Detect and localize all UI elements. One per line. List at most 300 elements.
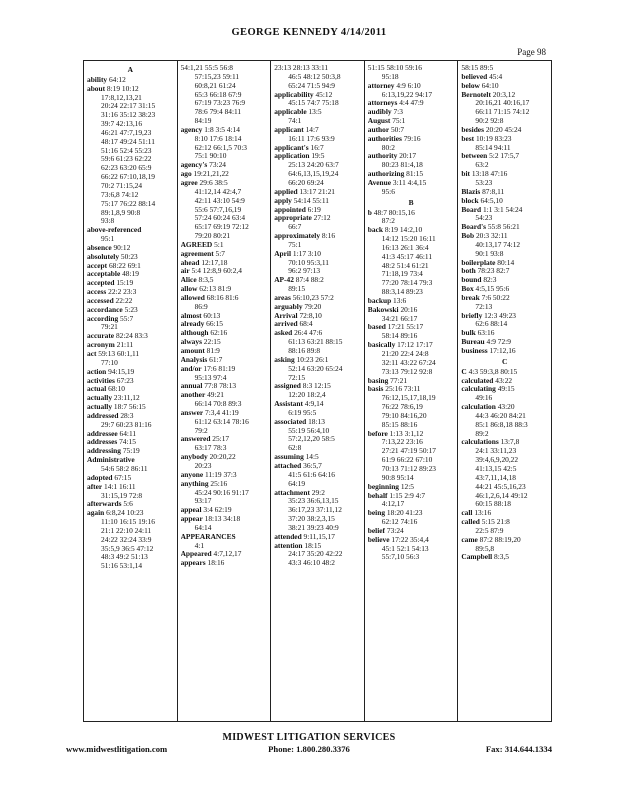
index-refs: 64:12 — [107, 75, 126, 84]
index-entry — [461, 368, 548, 377]
index-entry — [87, 368, 174, 377]
index-refs: 25:17 — [210, 435, 230, 444]
index-refs-continued: 57:15,23 59:11 — [194, 72, 240, 81]
index-term: air — [180, 267, 190, 276]
index-refs-continued: 48:3 49:2 51:13 — [101, 553, 148, 562]
index-refs-continued: 17:8,12,13,21 — [101, 93, 142, 102]
index-term: before — [367, 429, 388, 438]
index-entry — [87, 403, 174, 412]
index-refs: 22:22 — [113, 296, 133, 305]
index-refs-continued: 20:23 — [194, 461, 212, 470]
index-term: access — [87, 288, 107, 297]
footer-phone: Phone: 1.800.280.3376 — [268, 744, 350, 754]
index-entry — [368, 226, 455, 235]
index-entry — [181, 250, 268, 259]
index-refs-continued: 59:6 61:23 62:22 — [101, 155, 152, 164]
index-entry — [368, 536, 455, 545]
index-term: best — [461, 134, 475, 143]
index-entry — [461, 509, 548, 518]
index-entry — [461, 518, 548, 527]
index-term: Board's — [461, 223, 487, 232]
index-refs-continued: 85:1 86:8,18 88:3 — [475, 420, 528, 429]
index-entry — [87, 288, 174, 297]
index-entry — [461, 152, 548, 161]
index-refs: 68:22 69:1 — [107, 261, 141, 270]
index-term: behalf — [367, 491, 388, 500]
index-refs: 45:12 — [313, 90, 333, 99]
index-refs: 59:13 60:1,11 — [96, 350, 140, 358]
index-refs: 19:5 — [309, 152, 325, 161]
index-refs-continued: 76:22 78:6,19 — [381, 403, 423, 412]
index-term: Alice — [180, 276, 197, 285]
index-term: backup — [367, 296, 392, 305]
index-entry — [461, 438, 548, 447]
index-refs: 72:8,10 — [297, 311, 322, 320]
index-entry — [181, 471, 268, 480]
index-term: basically — [367, 341, 396, 350]
index-refs: 13:17 21:21 — [297, 187, 335, 196]
index-refs-continued: 62:12 74:16 — [381, 518, 418, 527]
index-refs: 5:2 17:5,7 — [487, 152, 520, 161]
index-entry — [181, 312, 268, 321]
index-refs: 78:23 82:7 — [475, 267, 510, 276]
index-refs-continued: 93:8 — [101, 217, 115, 226]
index-term: Campbell — [461, 553, 493, 562]
index-refs: 56:10,23 57:2 — [290, 293, 334, 302]
index-refs: 7:3,4 41:19 — [203, 408, 239, 417]
index-refs-continued: 95:6 — [381, 187, 395, 196]
index-refs: 1:8 3:5 4:14 — [202, 125, 240, 134]
index-refs: 4:9 6:10 — [394, 81, 421, 90]
index-term: another — [180, 391, 206, 400]
index-entry — [181, 170, 268, 179]
index-refs-continued: 75:17 76:22 88:14 — [101, 199, 156, 208]
index-refs: 25:16 — [208, 479, 228, 488]
index-refs-continued: 21:1 22:10 24:11 — [101, 526, 152, 535]
index-refs: 20:3 32:11 — [474, 232, 508, 241]
index-refs: 14:7 — [303, 125, 319, 134]
index-term: agency's — [180, 161, 208, 170]
index-refs-continued: 62:6 88:14 — [475, 320, 508, 329]
index-refs-continued: 27:21 47:19 50:17 — [381, 447, 436, 456]
index-entry — [274, 542, 361, 551]
index-entry — [274, 400, 361, 409]
index-refs-continued: 25:13 24:20 63:7 — [288, 161, 339, 170]
index-refs-continued: 57:2,12,20 58:5 — [288, 435, 335, 444]
index-refs: 62:13 81:9 — [197, 285, 232, 294]
index-refs-continued: 45:15 74:7 75:18 — [288, 99, 339, 108]
index-term: Bureau — [461, 338, 485, 347]
index-refs-continued: 44:3 46:20 84:21 — [475, 411, 526, 420]
index-term: again — [87, 509, 105, 518]
index-section-letter: A — [127, 66, 133, 74]
index-refs: 12:3 49:23 — [482, 311, 516, 320]
index-term: areas — [274, 293, 291, 302]
index-refs-continued: 45:1 52:1 54:13 — [381, 544, 429, 553]
index-refs: 4:4 47:9 — [397, 99, 424, 108]
index-refs: 14:1 16:11 — [102, 482, 136, 491]
index-refs-continued: 16:11 17:6 93:9 — [288, 134, 335, 143]
index-refs-continued: 88:3,14 89:23 — [381, 288, 423, 297]
index-term: b — [367, 208, 372, 217]
index-entry — [87, 483, 174, 492]
index-refs-continued: 55:6 57:7,16,19 — [194, 205, 242, 214]
index-entry — [274, 533, 361, 542]
index-refs-continued: 65:3 66:18 67:9 — [194, 90, 242, 99]
index-term: although — [180, 329, 209, 338]
index-refs: 17:6 81:19 — [201, 364, 236, 373]
index-entry — [87, 244, 174, 253]
index-refs-continued: 54:23 — [475, 214, 493, 223]
footer-website: www.midwestlitigation.com — [66, 744, 168, 754]
index-refs: 5:1 — [212, 240, 224, 249]
index-refs-continued: 80:23 81:4,18 — [381, 161, 423, 170]
index-refs: 1:17 3:10 — [291, 249, 322, 258]
index-term: applicant's — [274, 143, 309, 152]
index-term: calculated — [461, 376, 494, 385]
index-entry — [87, 447, 174, 456]
index-term: applied — [274, 187, 298, 196]
index-entry — [87, 456, 174, 465]
index-term: briefly — [461, 311, 483, 320]
index-entry — [181, 179, 268, 188]
index-section-letter: B — [408, 198, 414, 207]
index-refs-continued: 39:4,6,9,20,22 — [475, 456, 519, 465]
footer-company: MIDWEST LITIGATION SERVICES — [222, 732, 396, 743]
index-entry — [461, 329, 548, 338]
index-refs-continued: 77:20 78:14 79:3 — [381, 279, 433, 288]
index-term: anything — [180, 479, 209, 488]
index-entry — [461, 73, 548, 82]
index-entry — [274, 197, 361, 206]
index-refs: 28:3 — [118, 411, 134, 420]
index-refs-continued: 66:20 69:24 — [288, 178, 324, 187]
index-refs-continued: 90:1 93:8 — [475, 249, 504, 258]
index-entry — [461, 338, 548, 347]
index-entry — [368, 483, 455, 492]
index-term: answered — [180, 435, 211, 444]
index-entry — [181, 241, 268, 250]
index-refs-continued: 87:2 — [381, 217, 395, 226]
index-term: accurate — [87, 332, 115, 341]
index-entry — [87, 394, 174, 403]
index-refs-continued: 89:5,8 — [475, 544, 495, 553]
index-entry — [368, 170, 455, 179]
footer-fax: Fax: 314.644.1334 — [485, 744, 552, 754]
index-entry — [181, 550, 268, 559]
index-refs-continued: 24:22 32:24 33:9 — [101, 535, 152, 544]
index-entry — [274, 462, 361, 471]
index-refs-continued: 72:15 — [288, 373, 306, 382]
index-refs-continued: 16:13 26:1 36:4 — [381, 243, 429, 252]
index-entry — [274, 489, 361, 498]
index-refs-continued: 37:20 38:2,3,15 — [288, 515, 335, 524]
index-entry — [274, 91, 361, 100]
index-term: according — [87, 314, 119, 323]
index-refs-continued: 41:12,14 42:4,7 — [194, 187, 242, 196]
index-entry — [368, 492, 455, 501]
index-refs: 73:24 — [207, 161, 226, 170]
index-refs-continued: 95:18 — [381, 72, 399, 81]
index-term: arguably — [274, 302, 303, 311]
index-refs-continued: 89:2 — [475, 429, 489, 438]
index-entry — [274, 152, 361, 161]
index-refs: 13:6 — [391, 296, 407, 305]
index-term: actually — [87, 403, 113, 412]
index-refs-continued: 36:17,23 37:11,12 — [288, 506, 342, 515]
index-refs-continued: 93:17 — [194, 497, 212, 506]
index-term: anybody — [180, 453, 208, 462]
index-refs-continued: 79:21 — [101, 323, 118, 332]
index-column-1 — [84, 61, 178, 721]
index-refs: 1:15 2:9 4:7 — [387, 491, 426, 500]
index-refs-continued: 86:9 — [194, 302, 208, 311]
index-term: author — [367, 125, 390, 134]
index-refs-continued: 89:15 — [288, 285, 306, 294]
index-entry — [461, 126, 548, 135]
index-entry — [274, 303, 361, 312]
index-term: attention — [274, 541, 303, 550]
index-refs: 5:15 21:8 — [479, 518, 510, 527]
index-term: August — [367, 117, 391, 126]
index-term: about — [87, 84, 106, 93]
index-term: applicability — [274, 90, 314, 99]
index-entry — [461, 294, 548, 303]
index-refs-continued: 29:7 60:23 81:16 — [101, 420, 152, 429]
index-refs: 27:12 — [311, 214, 331, 223]
index-entry — [274, 294, 361, 303]
index-refs-continued: 32:11 43:22 67:24 — [381, 358, 436, 367]
index-refs-continued: 73:6,8 74:12 — [101, 190, 139, 199]
index-entry — [87, 500, 174, 509]
index-refs: 49:15 — [495, 385, 515, 394]
index-entry — [461, 206, 548, 215]
index-refs: 77:8 78:13 — [202, 382, 237, 391]
index-entry — [181, 435, 268, 444]
index-refs: 82:24 83:3 — [114, 332, 148, 341]
index-refs: 45:4 — [487, 72, 503, 81]
index-refs-continued: 70:10 95:3,11 — [288, 258, 329, 267]
index-entry — [87, 297, 174, 306]
index-term: authorizing — [367, 170, 405, 179]
index-term: AGREED — [180, 240, 213, 249]
index-term: audibly — [367, 108, 392, 117]
index-refs: 48:7 80:15,16 — [371, 208, 415, 217]
index-term: Bakowski — [367, 305, 399, 314]
index-entry — [461, 170, 548, 179]
index-term: bound — [461, 276, 482, 285]
index-refs-continued: 89:1,8,9 90:8 — [101, 208, 141, 217]
index-refs-continued: 78:6 79:4 84:11 — [194, 108, 242, 117]
index-refs: 5:7 — [213, 249, 225, 258]
index-refs: 74:15 — [117, 438, 136, 447]
index-term: being — [367, 509, 386, 518]
index-refs-continued: 42:11 43:10 54:9 — [194, 196, 245, 205]
index-refs: 18:16 — [205, 559, 225, 568]
index-term: application — [274, 152, 310, 161]
index-refs-continued: 75:1 — [288, 240, 302, 249]
index-term: bit — [461, 170, 470, 179]
index-entry — [274, 312, 361, 321]
index-refs-continued: 51:16 52:4 55:23 — [101, 146, 152, 155]
index-refs: 43:20 — [495, 403, 515, 412]
index-refs: 64:11 — [117, 429, 137, 438]
index-refs-continued: 6:13,19,22 94:17 — [381, 90, 433, 99]
index-term: attachment — [274, 488, 310, 497]
index-refs-continued: 64:19 — [288, 479, 306, 488]
index-refs: 12:5 — [399, 482, 415, 491]
index-term: attached — [274, 461, 302, 470]
index-term: Avenue — [367, 178, 392, 187]
index-entry — [461, 232, 548, 241]
index-term: action — [87, 367, 107, 376]
index-entry — [87, 315, 174, 324]
index-term: accessed — [87, 296, 114, 305]
index-refs: 8:19 14:2,10 — [382, 226, 423, 235]
index-refs-continued: 31:15,19 72:8 — [101, 491, 143, 500]
index-entry — [274, 453, 361, 462]
index-term: Administrative — [87, 456, 135, 465]
index-refs: 60:13 — [201, 311, 221, 320]
index-term: calculating — [461, 385, 496, 394]
index-refs: 66:15 — [204, 320, 223, 329]
index-term: ability — [87, 75, 108, 84]
index-entry — [274, 126, 361, 135]
index-entry — [87, 341, 174, 350]
index-refs: 75:19 — [120, 447, 140, 456]
index-term: associated — [274, 417, 307, 426]
index-refs-continued: 66:22 67:10,18,19 — [101, 173, 155, 182]
index-term: believe — [367, 535, 390, 544]
index-entry — [87, 474, 174, 483]
index-term: afterwards — [87, 500, 122, 509]
index-entry — [181, 267, 268, 276]
index-term: ahead — [180, 258, 200, 267]
index-refs-continued: 66:14 70:8 89:3 — [194, 400, 242, 409]
index-entry — [274, 214, 361, 223]
index-refs: 4:9,14 — [302, 400, 324, 409]
index-entry — [368, 179, 455, 188]
index-entry — [461, 385, 548, 394]
index-refs-continued: 77:10 — [101, 358, 118, 367]
index-entry — [368, 430, 455, 439]
index-refs-continued: 95:1 — [101, 235, 115, 244]
index-entry — [181, 347, 268, 356]
index-refs-continued: 41:5 61:6 64:16 — [288, 470, 335, 479]
index-refs-continued: 49:16 — [475, 394, 493, 403]
index-refs: 25:16 73:11 — [383, 385, 421, 394]
index-entry — [368, 323, 455, 332]
index-refs: 90:12 — [111, 243, 131, 252]
index-refs-continued: 54:1,21 55:5 56:8 — [180, 64, 233, 72]
index-refs: 6:8,24 10:23 — [104, 509, 144, 518]
index-refs-continued: 76:12,15,17,18,19 — [381, 394, 436, 403]
index-refs: 68:4 — [297, 320, 313, 329]
index-term: addressee — [87, 429, 118, 438]
index-refs: 18:15 — [302, 541, 322, 550]
index-entry — [181, 126, 268, 135]
index-refs-continued: 44:21 45:5,16,23 — [475, 482, 526, 491]
index-refs: 20:16 — [398, 305, 418, 314]
index-term: C — [461, 367, 467, 376]
index-refs: 18:7 56:15 — [112, 403, 146, 412]
index-refs: 20:20,22 — [207, 453, 236, 462]
index-refs-continued: 41:13,15 42:5 — [475, 464, 517, 473]
index-refs-continued: 41:3 45:17 46:11 — [381, 252, 433, 261]
index-refs: 3:11 4:4,15 — [391, 178, 427, 187]
index-column-5 — [458, 61, 551, 721]
index-refs-continued: 54:6 58:2 86:11 — [101, 464, 148, 473]
index-term: authority — [367, 152, 398, 161]
index-refs-continued: 43:7,11,14,18 — [475, 473, 516, 482]
index-entry — [461, 276, 548, 285]
index-entry — [461, 135, 548, 144]
index-refs-continued: 57:24 60:24 63:4 — [194, 214, 246, 223]
index-entry — [461, 377, 548, 386]
index-term: basis — [367, 385, 384, 394]
index-refs: 4:9 72:9 — [484, 338, 511, 347]
index-refs-continued: 61:13 63:21 88:15 — [288, 338, 343, 347]
index-refs: 29:6 38:5 — [197, 178, 228, 187]
index-term: agency — [180, 125, 203, 134]
index-refs: 19:21,21,22 — [191, 170, 229, 179]
index-entry — [368, 527, 455, 536]
index-refs: 10:23 26:1 — [294, 355, 329, 364]
index-refs: 87:4 88:2 — [293, 276, 324, 285]
index-entry — [461, 91, 548, 100]
index-term: apply — [274, 196, 292, 205]
index-entry — [87, 412, 174, 421]
index-refs-continued: 40:13,17 74:12 — [475, 240, 521, 249]
index-refs: 5:4 12:8,9 60:2,4 — [189, 267, 242, 276]
index-refs-continued: 61:12 63:14 78:16 — [194, 417, 249, 426]
index-term: asked — [274, 329, 293, 338]
index-term: agreement — [180, 249, 214, 258]
index-refs-continued: 7:13,22 23:16 — [381, 438, 423, 447]
index-term: came — [461, 535, 478, 544]
index-refs-continued: 39:7 42:13,16 — [101, 120, 143, 129]
index-entry — [181, 506, 268, 515]
index-refs: 29:2 — [309, 488, 325, 497]
index-refs: 87:2 88:19,20 — [477, 535, 521, 544]
index-refs: 13:16 — [472, 509, 492, 518]
index-refs-continued: 66:7 — [288, 223, 302, 232]
index-refs-continued: 62:12 66:1,5 70:3 — [194, 143, 247, 152]
index-refs-continued: 90:8 95:14 — [381, 473, 414, 482]
index-refs: 4:7,12,17 — [211, 550, 242, 559]
index-refs-continued: 79:10 84:16,20 — [381, 411, 427, 420]
index-refs: 43:22 — [493, 376, 513, 385]
index-section-letter: C — [502, 357, 508, 366]
index-term: actual — [87, 385, 107, 394]
index-refs: 13:7,8 — [498, 438, 520, 447]
index-entry — [274, 276, 361, 285]
index-entry — [181, 338, 268, 347]
index-refs: 8:19 10:12 — [105, 84, 139, 93]
index-entry — [274, 320, 361, 329]
index-refs-continued: 75:1 90:10 — [194, 152, 227, 161]
index-refs: 15:19 — [114, 279, 134, 288]
index-term: appointed — [274, 205, 306, 214]
index-term: based — [367, 323, 386, 332]
index-term: appear — [180, 515, 203, 524]
index-entry — [87, 430, 174, 439]
index-refs: 81:9 — [204, 347, 220, 355]
index-refs-continued: 24:1 33:11,23 — [475, 447, 517, 456]
index-refs-continued: 55:7,10 56:3 — [381, 553, 420, 562]
index-term: ago — [180, 170, 192, 179]
index-refs-continued: 48:17 49:24 51:11 — [101, 137, 155, 146]
